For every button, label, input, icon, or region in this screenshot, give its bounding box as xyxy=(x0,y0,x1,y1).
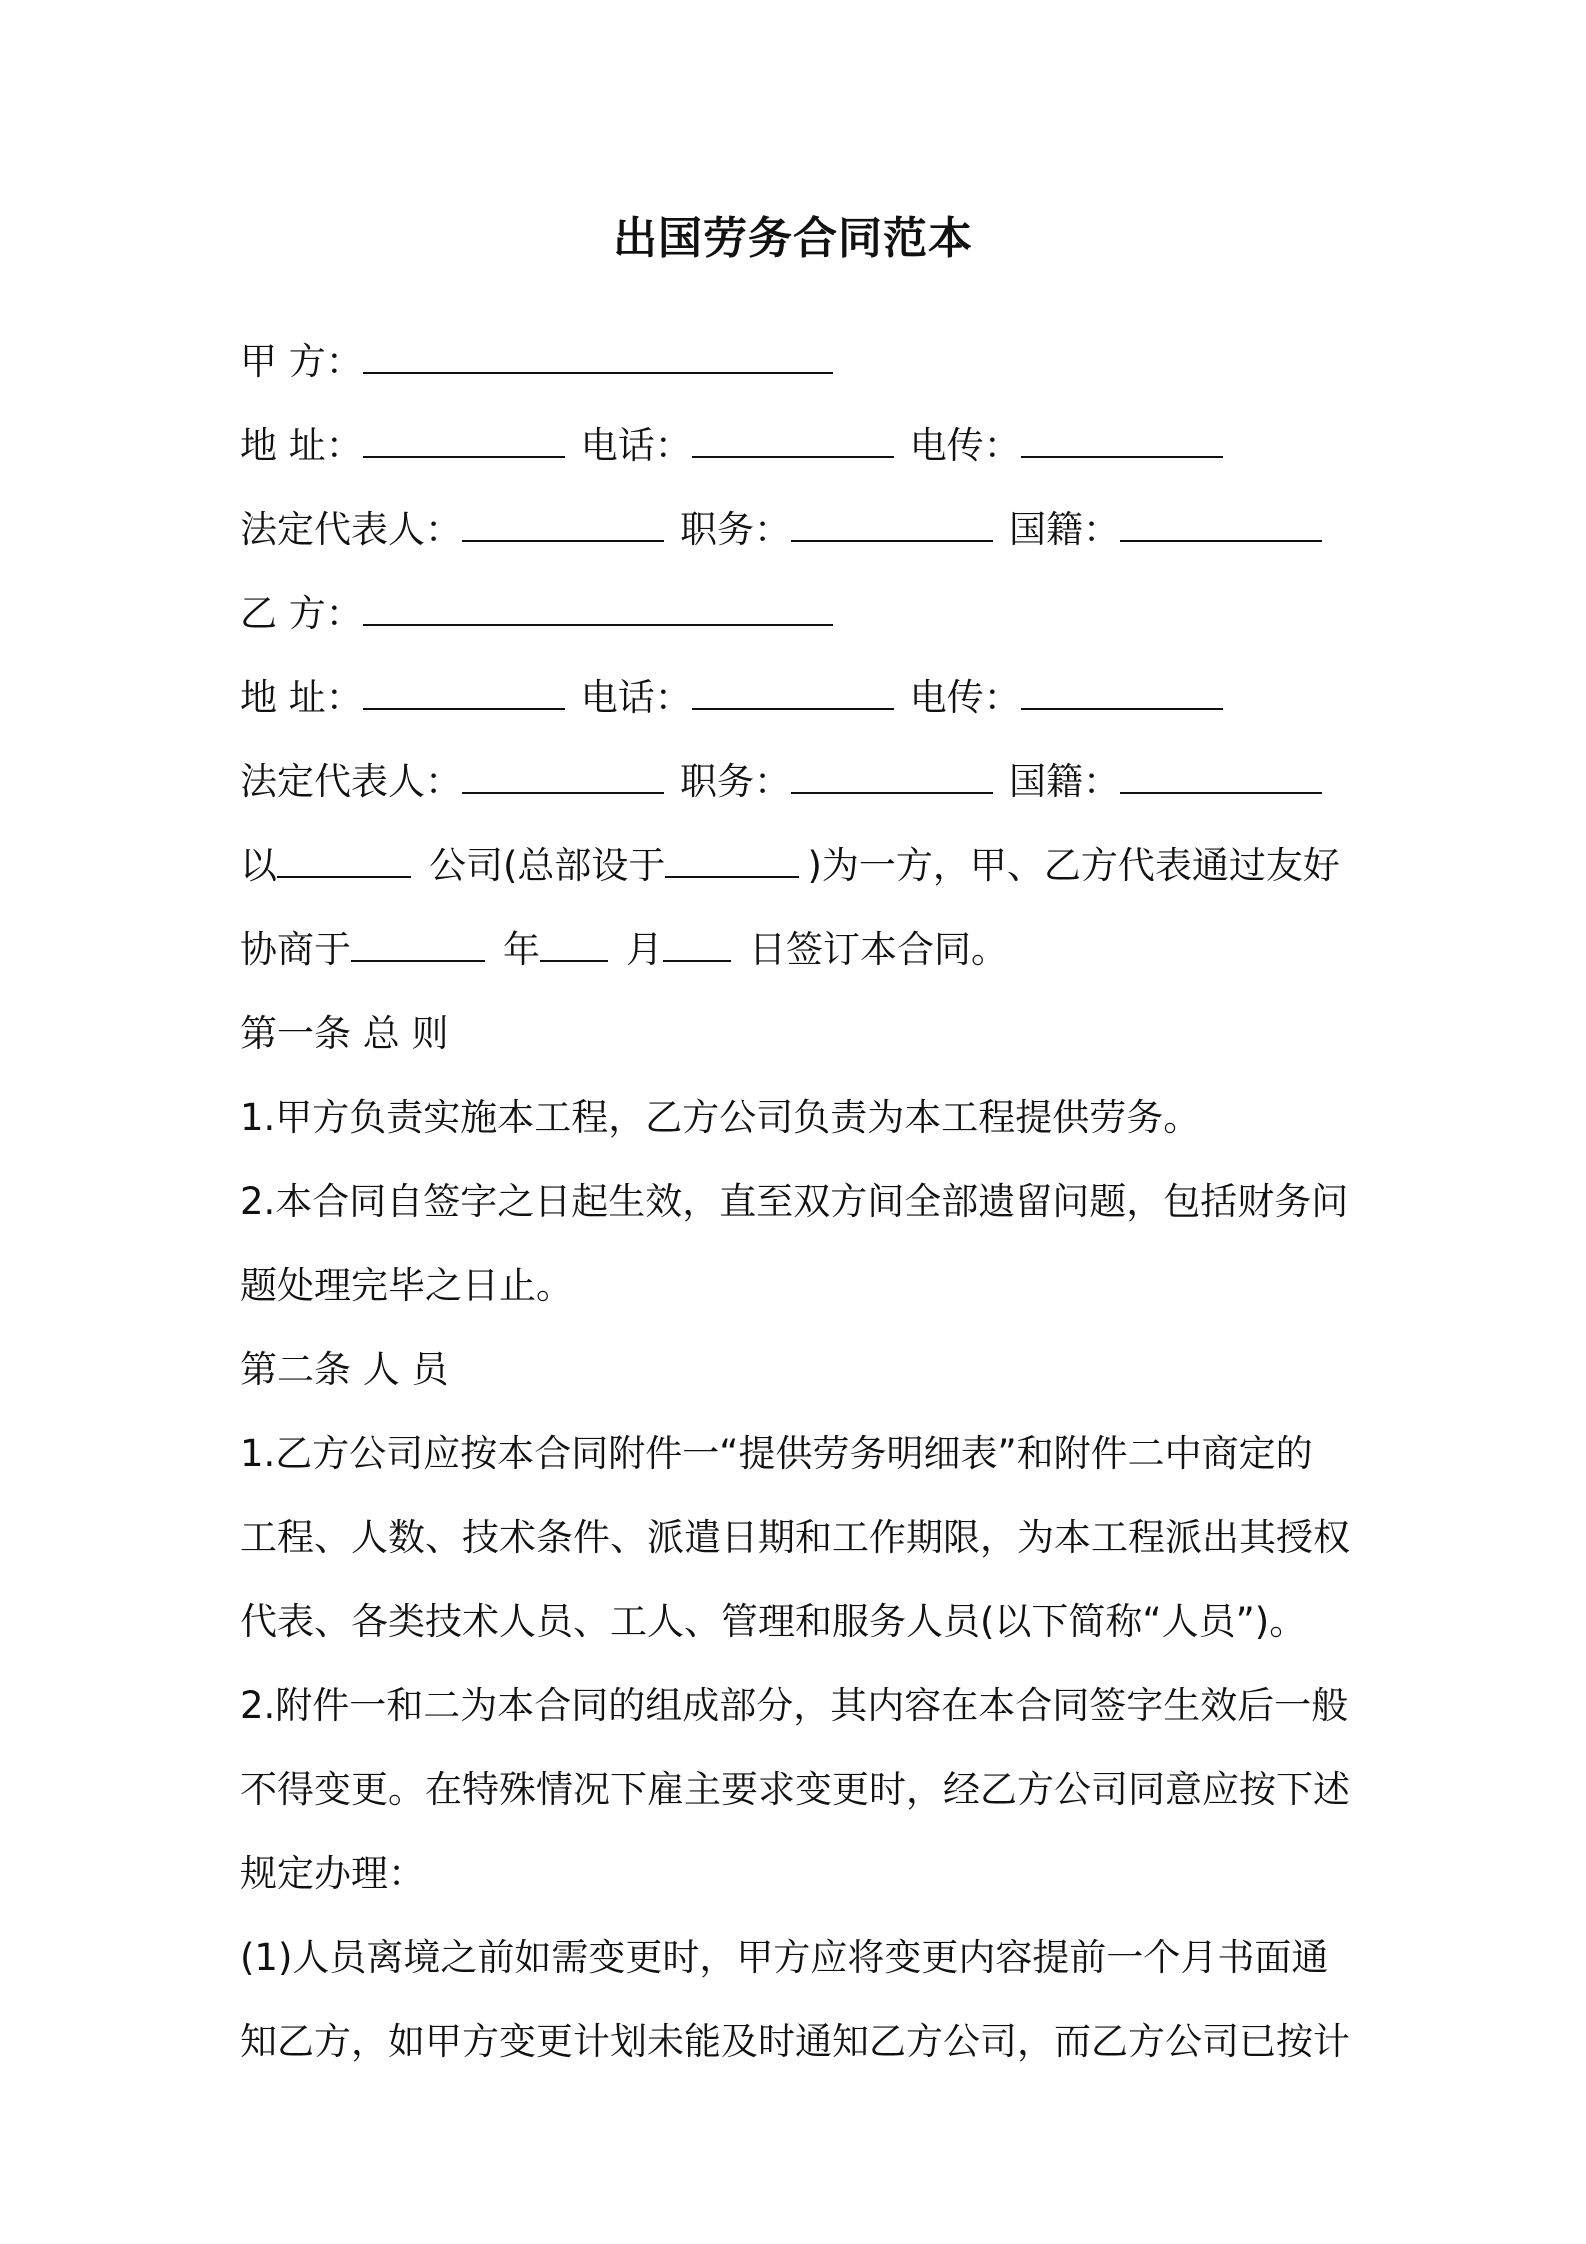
party-b-position-label: 职务： xyxy=(680,760,791,803)
party-a-address-blank xyxy=(363,420,565,458)
party-b-phone-blank xyxy=(692,672,894,710)
article-2-clause-1-line-2: 工程、人数、技术条件、派遣日期和工作期限，为本工程派出其授权 xyxy=(240,1516,1350,1559)
article-1-clause-2-line-1: 2.本合同自签字之日起生效，直至双方间全部遗留问题，包括财务问 xyxy=(240,1180,1349,1223)
day-sign-text: 日签订本合同。 xyxy=(749,928,1008,971)
party-b-nationality-label: 国籍： xyxy=(1009,760,1120,803)
party-b-contact-line xyxy=(240,672,1223,724)
place-blank xyxy=(351,924,485,962)
intro-line-1 xyxy=(240,840,1340,892)
party-b-legal-rep-blank xyxy=(462,756,664,794)
party-a-nationality-label: 国籍： xyxy=(1009,508,1120,551)
month-blank xyxy=(663,924,731,962)
article-2-item-1-line-2: 知乙方，如甲方变更计划未能及时通知乙方公司，而乙方公司已按计 xyxy=(240,2020,1350,2063)
year-label: 年 xyxy=(503,928,540,971)
article-1-clause-2-line-2: 题处理完毕之日止。 xyxy=(240,1264,573,1307)
party-a-address-label: 地 址： xyxy=(240,424,363,467)
party-a-fax-blank xyxy=(1021,420,1223,458)
article-2-clause-2-line-1: 2.附件一和二为本合同的组成部分，其内容在本合同签字生效后一般 xyxy=(240,1684,1349,1727)
party-b-rep-line xyxy=(240,756,1322,808)
year-blank xyxy=(540,924,608,962)
article-1-clause-1: 1.甲方负责实施本工程，乙方公司负责为本工程提供劳务。 xyxy=(240,1096,1201,1139)
party-b-position-blank xyxy=(791,756,993,794)
party-a-legal-rep-blank xyxy=(462,504,664,542)
intro-text-b: 公司(总部设于 xyxy=(429,844,666,887)
document-title: 出国劳务合同范本 xyxy=(613,213,973,264)
party-a-position-blank xyxy=(791,504,993,542)
party-b-legal-rep-label: 法定代表人： xyxy=(240,760,462,803)
party-a-rep-line xyxy=(240,504,1322,556)
article-2-clause-1-line-1: 1.乙方公司应按本合同附件一“提供劳务明细表”和附件二中商定的 xyxy=(240,1432,1313,1475)
intro-text-a: 以 xyxy=(240,844,277,887)
party-a-blank xyxy=(363,336,833,374)
intro-text-d: 协商于 xyxy=(240,928,351,971)
party-a-position-label: 职务： xyxy=(680,508,791,551)
party-b-phone-label: 电话： xyxy=(580,676,692,719)
party-a-contact-line xyxy=(240,420,1223,472)
party-a-fax-label: 电传： xyxy=(909,424,1021,467)
party-b-blank xyxy=(363,588,833,626)
party-b-fax-label: 电传： xyxy=(909,676,1021,719)
party-b-address-label: 地 址： xyxy=(240,676,363,719)
party-a-label: 甲 方： xyxy=(240,340,363,383)
article-2-clause-2-line-2: 不得变更。在特殊情况下雇主要求变更时，经乙方公司同意应按下述 xyxy=(240,1768,1350,1811)
party-a-line xyxy=(240,336,833,388)
party-a-phone-label: 电话： xyxy=(580,424,692,467)
party-a-legal-rep-label: 法定代表人： xyxy=(240,508,462,551)
intro-text-c: )为一方，甲、乙方代表通过友好 xyxy=(807,844,1340,887)
party-b-nationality-blank xyxy=(1120,756,1322,794)
article-2-item-1-line-1: (1)人员离境之前如需变更时，甲方应将变更内容提前一个月书面通 xyxy=(240,1936,1329,1979)
party-b-label: 乙 方： xyxy=(240,592,363,635)
company-name-blank xyxy=(277,840,411,878)
party-b-fax-blank xyxy=(1021,672,1223,710)
month-label: 月 xyxy=(626,928,663,971)
headquarters-blank xyxy=(665,840,799,878)
article-1-heading: 第一条 总 则 xyxy=(240,1012,449,1055)
intro-line-2 xyxy=(240,924,1008,976)
party-b-line xyxy=(240,588,833,640)
party-b-address-blank xyxy=(363,672,565,710)
party-a-nationality-blank xyxy=(1120,504,1322,542)
party-a-phone-blank xyxy=(692,420,894,458)
article-2-clause-1-line-3: 代表、各类技术人员、工人、管理和服务人员(以下简称“人员”)。 xyxy=(240,1600,1307,1643)
article-2-heading: 第二条 人 员 xyxy=(240,1348,449,1391)
article-2-clause-2-line-3: 规定办理： xyxy=(240,1852,425,1895)
